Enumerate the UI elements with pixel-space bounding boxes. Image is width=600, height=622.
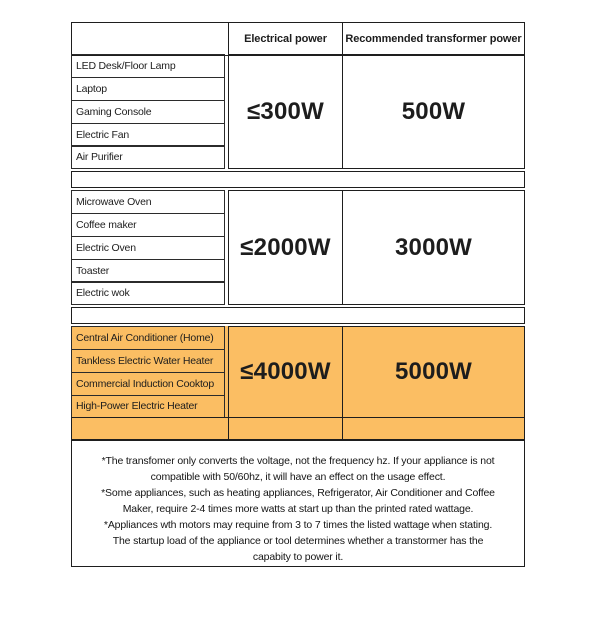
note-line: *Appliances wth motors may requine from 3 to 7 times the listed wattage when stating. (103, 519, 493, 532)
appliance-group-high-power (71, 326, 525, 418)
header-appliance-cell (71, 22, 228, 56)
section-divider (71, 171, 525, 188)
electrical-power-value: ≤300W (228, 54, 342, 169)
note-line: *The transfomer only converts the voltage, not the frequency hz. If your appliance is not (101, 455, 495, 468)
appliance-item: Microwave Oven (71, 190, 225, 214)
appliance-item: Tankless Electric Water Heater (71, 349, 225, 373)
note-line: The startup load of the appliance or tool determines whether a transtormer has the (112, 535, 484, 548)
appliance-item: LED Desk/Floor Lamp (71, 54, 225, 78)
appliance-list (71, 190, 228, 305)
transformer-power-value: 3000W (342, 190, 525, 305)
appliance-list (71, 54, 228, 169)
appliance-item: High-Power Electric Heater (71, 395, 225, 419)
note-line: capabity to power it. (252, 551, 344, 564)
table-header-row (71, 22, 525, 56)
header-electrical-power-label: Electrical power (228, 22, 342, 56)
appliance-item: Laptop (71, 77, 225, 101)
appliance-item: Electric wok (71, 281, 225, 305)
highlighted-empty-row (71, 417, 525, 441)
appliance-item: Gaming Console (71, 100, 225, 124)
electrical-power-value: ≤2000W (228, 190, 342, 305)
note-line: Maker, require 2-4 times more watts at start up than the printed rated wattage. (122, 503, 474, 516)
appliance-item: Electric Fan (71, 123, 225, 147)
appliance-group-low-power (71, 54, 525, 169)
transformer-power-value: 5000W (342, 326, 525, 418)
appliance-item: Coffee maker (71, 213, 225, 237)
header-transformer-power-label: Recommended transformer power (342, 22, 525, 56)
empty-cell (71, 417, 228, 441)
appliance-list (71, 326, 228, 418)
transformer-power-value: 500W (342, 54, 525, 169)
appliance-item: Commercial Induction Cooktop (71, 372, 225, 396)
appliance-item: Air Purifier (71, 145, 225, 169)
note-line: compatible with 50/60hz, it will have an effect on the usage effect. (150, 471, 446, 484)
power-reference-sheet (71, 22, 525, 567)
empty-cell (342, 417, 525, 441)
notes-box (71, 439, 525, 567)
appliance-item: Central Air Conditioner (Home) (71, 326, 225, 350)
section-divider (71, 307, 525, 324)
appliance-item: Electric Oven (71, 236, 225, 260)
electrical-power-value: ≤4000W (228, 326, 342, 418)
note-line: *Some appliances, such as heating appliances, Refrigerator, Air Conditioner and Coffee (101, 487, 495, 500)
appliance-group-medium-power (71, 190, 525, 305)
empty-cell (228, 417, 342, 441)
appliance-item: Toaster (71, 259, 225, 283)
